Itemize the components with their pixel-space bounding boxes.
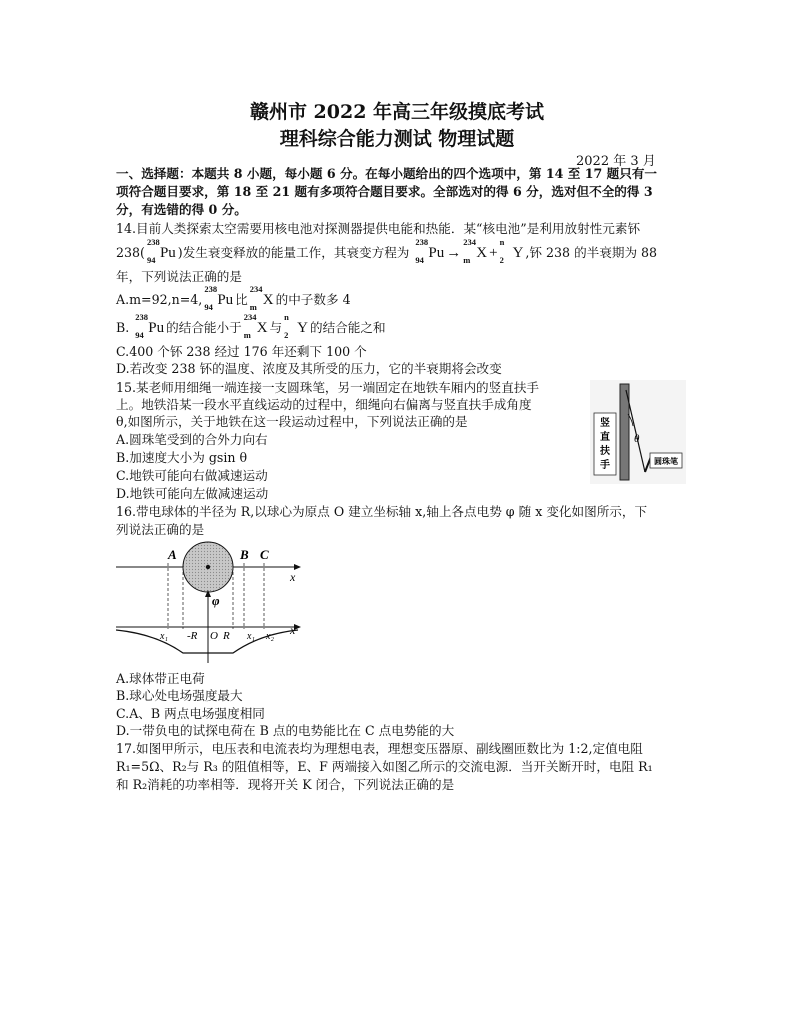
exam-title: 赣州市 2022 年高三年级摸底考试 — [249, 101, 545, 123]
q15-option-c: C.地铁可能向右做减速运动 — [116, 468, 268, 483]
q15-option-a: A.圆珠笔受到的合外力向右 — [116, 432, 268, 447]
sphere-center — [206, 565, 210, 569]
tick-neg-r: -R — [187, 630, 198, 642]
q16-option-b: B.球心处电场强度最大 — [116, 688, 243, 703]
tick-x1-left: x₁ — [160, 631, 168, 642]
label-a: A — [168, 547, 177, 562]
nuclide-y: n 2 Y — [499, 237, 524, 265]
section-instruction-2: 项符合题目要求，第 18 至 21 题有多项符合题目要求。全部选对的得 6 分，选对但不全的得 3 — [116, 184, 653, 199]
nuclide-x: 234 m X — [463, 237, 488, 265]
nuclide-x: 234 m X — [249, 284, 274, 312]
handrail-char-3: 扶 — [600, 446, 610, 457]
phi-label: φ — [212, 593, 220, 608]
section-instruction-3: 分，有选错的得 0 分。 — [116, 202, 247, 217]
q14-stem-3: 年，下列说法正确的是 — [116, 269, 242, 284]
bottom-x-label: x — [290, 623, 296, 637]
q14-option-c: C.400 个钚 238 经过 176 年还剩下 100 个 — [116, 344, 367, 359]
q17-stem-3: 和 R₂消耗的功率相等．现将开关 K 闭合，下列说法正确的是 — [116, 777, 455, 792]
q14-option-d: D.若改变 238 钚的温度、浓度及其所受的压力，它的半衰期将会改变 — [116, 361, 502, 376]
q16-option-c: C.A、B 两点电场强度相同 — [116, 706, 265, 721]
section-instruction-1: 一、选择题：本题共 8 小题，每小题 6 分。在每小题给出的四个选项中，第 14 至 17 题只有一 — [116, 166, 658, 181]
nuclide-pu: 238 94 Pu — [415, 237, 445, 265]
q14-option-a: A.m=92,n=4, 238 94 Pu 比 234 m X 的中子数多 4 — [116, 284, 351, 312]
q15-figure — [590, 380, 686, 484]
handrail-char-1: 竖 — [600, 418, 610, 429]
nuclide-pu: 238 94 Pu — [204, 284, 234, 312]
label-c: C — [260, 547, 269, 562]
q16-option-a: A.球体带正电荷 — [116, 671, 205, 686]
handrail-char-2: 直 — [600, 432, 610, 443]
q15-option-b: B.加速度大小为 gsin θ — [116, 450, 248, 465]
q15-stem-1: 15.某老师用细绳一端连接一支圆珠笔，另一端固定在地铁车厢内的竖直扶手 — [116, 380, 540, 395]
label-b: B — [240, 547, 249, 562]
q14-option-b: B. 238 94 Pu 的结合能小于 234 m X 与 n 2 Y 的结合能之和 — [116, 312, 386, 340]
exam-subtitle: 理科综合能力测试 物理试题 — [279, 128, 515, 150]
q15-stem-2: 上。地铁沿某一段水平直线运动的过程中，细绳向右偏离与竖直扶手成角度 — [116, 397, 532, 412]
tick-x2: x₂ — [266, 631, 274, 642]
q17-stem-2: R₁=5Ω、R₂与 R₃ 的阻值相等，E、F 两端接入如图乙所示的交流电源．当开关断开时，电阻 R₁ — [116, 759, 653, 774]
theta-label: θ — [634, 433, 640, 445]
q15-stem-3: θ,如图所示，关于地铁在这一段运动过程中，下列说法正确的是 — [116, 414, 468, 429]
tick-r: R — [223, 630, 230, 642]
q14-stem-1: 14.目前人类探索太空需要用核电池对探测器提供电能和热能．某“核电池”是利用放射性元素钚 — [116, 221, 641, 236]
tick-origin: O — [210, 630, 218, 642]
q16-stem-1: 16.带电球体的半径为 R,以球心为原点 O 建立坐标轴 x,轴上各点电势 φ 随 x 变化如图所示，下 — [116, 504, 648, 519]
q16-option-d: D.一带负电的试探电荷在 B 点的电势能比在 C 点电势能的大 — [116, 723, 455, 738]
nuclide-y: n 2 Y — [284, 312, 308, 340]
q16-figure — [116, 535, 306, 667]
q14-stem-2: 238( 238 94 Pu )发生衰变释放的能量工作，其衰变方程为 238 94 Pu → 234 m X + n 2 Y ,钚 238 的半衰期为 88 — [116, 237, 658, 265]
handrail-char-4: 手 — [600, 460, 610, 471]
nuclide-pu: 238 94 Pu — [146, 237, 176, 265]
q16-stem-2: 列说法正确的是 — [116, 522, 205, 537]
tick-x1-right: x₁ — [247, 631, 255, 642]
q15-option-d: D.地铁可能向左做减速运动 — [116, 486, 269, 501]
exam-date: 2022 年 3 月 — [576, 154, 656, 169]
nuclide-pu: 238 94 Pu — [135, 312, 165, 340]
q17-stem-1: 17.如图甲所示，电压表和电流表均为理想电表，理想变压器原、副线圈匝数比为 1:2,定值电阻 — [116, 741, 643, 756]
nuclide-x: 234 m X — [243, 312, 268, 340]
pen-label: 圆珠笔 — [654, 457, 678, 466]
top-x-label: x — [290, 570, 296, 584]
